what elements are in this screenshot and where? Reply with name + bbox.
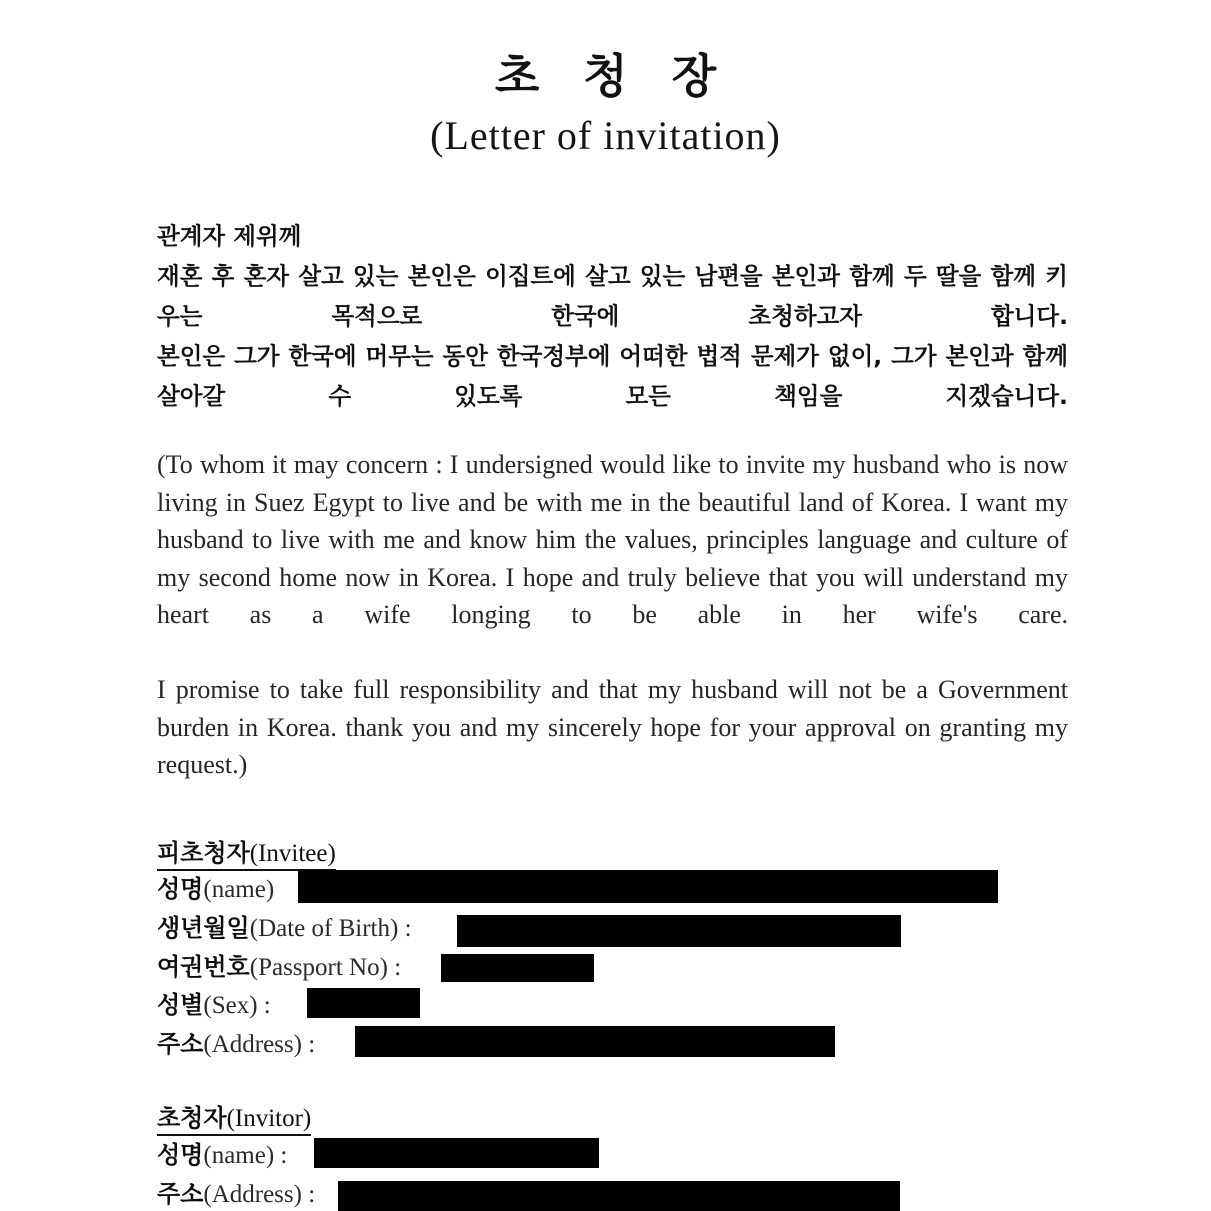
invitor-name-separator: : bbox=[274, 1142, 288, 1169]
invitor-name-label-korean: 성명 bbox=[157, 1141, 204, 1169]
invitee-sex-separator: : bbox=[257, 992, 271, 1019]
invitee-passport-label-korean: 여권번호 bbox=[157, 953, 250, 981]
invitor-section-heading bbox=[157, 1098, 311, 1136]
invitee-dob-label-korean: 생년월일 bbox=[157, 914, 250, 942]
invitor-name-label-english: (name) bbox=[203, 1142, 275, 1169]
invitor-address-separator: : bbox=[301, 1181, 316, 1208]
invitee-dob-label-english: (Date of Birth) bbox=[249, 915, 399, 942]
korean-paragraph-1: 재혼 후 혼자 살고 있는 본인은 이집트에 살고 있는 남편을 본인과 함께 두 딸을 함께 키우는 목적으로 한국에 초청하고자 합니다. bbox=[157, 262, 1068, 330]
invitor-heading-korean: 초청자 bbox=[157, 1104, 227, 1132]
korean-paragraph-2: 본인은 그가 한국에 머무는 동안 한국정부에 어떠한 법적 문제가 없이, 그가 본인과 함께 살아갈 수 있도록 모든 책임을 지겠습니다. bbox=[157, 342, 1068, 410]
invitor-name-row bbox=[157, 1136, 287, 1174]
invitee-sex-redaction bbox=[307, 988, 420, 1018]
invitor-address-label-korean: 주소 bbox=[157, 1180, 204, 1208]
invitee-address-redaction bbox=[355, 1026, 835, 1057]
invitee-address-row bbox=[157, 1025, 315, 1063]
invitee-dob-separator: : bbox=[398, 915, 412, 942]
invitee-heading-korean: 피초청자 bbox=[157, 839, 250, 867]
invitor-name-redaction bbox=[314, 1138, 599, 1168]
invitee-address-separator: : bbox=[301, 1031, 316, 1058]
invitee-passport-separator: : bbox=[387, 954, 402, 981]
invitee-sex-label-english: (Sex) bbox=[203, 992, 258, 1019]
english-paragraph-1: (To whom it may concern : I undersigned would like to invite my husband who is now living in Suez Egypt to live and be with me in the beautiful land of Korea. I want my husband to live with me and know him the values, principles language and culture of my second home now in Korea. I hope and truly believe that you will understand my heart as a wife longing to be able in her wife's care. bbox=[157, 450, 1068, 629]
document-title-english: (Letter of invitation) bbox=[430, 113, 781, 158]
english-paragraph-2: I promise to take full responsibility and that my husband will not be a Government burden in Korea. thank you and my sincerely hope for your approval on granting my request.) bbox=[157, 675, 1068, 779]
invitee-heading-english: (Invitee) bbox=[249, 840, 336, 867]
invitee-section-heading bbox=[157, 833, 336, 871]
invitee-sex-label-korean: 성별 bbox=[157, 991, 204, 1019]
invitee-address-label-korean: 주소 bbox=[157, 1030, 204, 1058]
invitee-dob-row bbox=[157, 909, 412, 947]
invitor-address-label-english: (Address) bbox=[203, 1181, 302, 1208]
invitee-passport-redaction bbox=[441, 954, 594, 982]
english-paragraph-2-block bbox=[157, 671, 1068, 821]
invitor-address-row bbox=[157, 1175, 315, 1211]
korean-salutation: 관계자 제위께 bbox=[157, 222, 302, 250]
korean-salutation-block bbox=[157, 216, 1068, 256]
invitee-passport-label-english: (Passport No) bbox=[249, 954, 388, 981]
invitee-name-label-english: (name) bbox=[203, 876, 275, 903]
invitee-sex-row bbox=[157, 986, 271, 1024]
invitee-address-label-english: (Address) bbox=[203, 1031, 302, 1058]
invitor-address-redaction bbox=[338, 1181, 900, 1211]
english-paragraph-1-block bbox=[157, 446, 1068, 671]
invitee-passport-row bbox=[157, 948, 401, 986]
invitee-dob-redaction bbox=[457, 915, 901, 947]
document-title-korean: 초 청 장 bbox=[494, 49, 731, 103]
invitee-name-redaction bbox=[298, 870, 998, 903]
invitee-name-row bbox=[157, 870, 274, 908]
invitor-heading-english: (Invitor) bbox=[226, 1105, 312, 1132]
korean-paragraph-2-block bbox=[157, 336, 1068, 456]
invitee-name-label-korean: 성명 bbox=[157, 875, 204, 903]
